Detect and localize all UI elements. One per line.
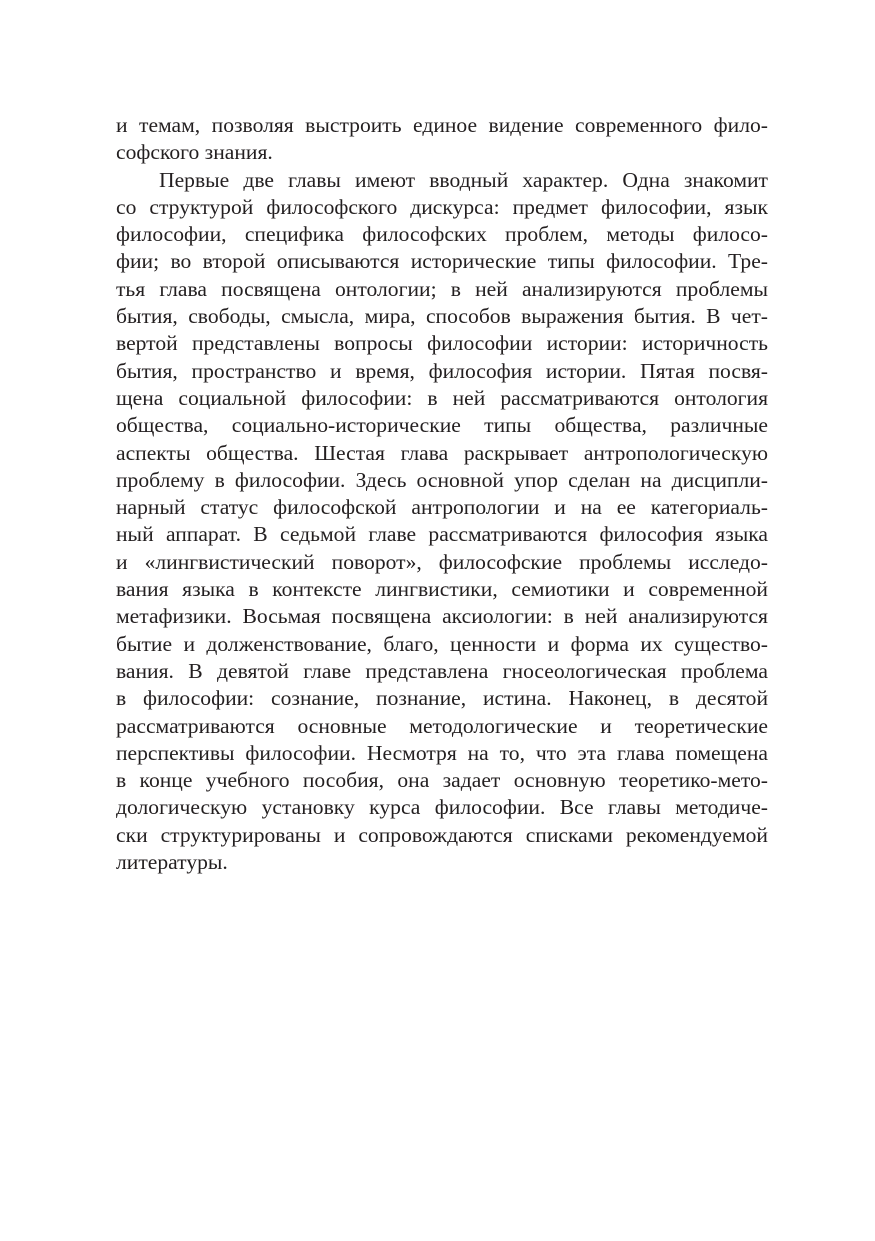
text-line: ный аппарат. В седьмой главе рассматриваются философия языка bbox=[116, 522, 768, 547]
text-line: софского знания. bbox=[116, 140, 273, 165]
text-line: перспективы философии. Несмотря на то, что эта глава помещена bbox=[116, 740, 768, 765]
text-line: вания языка в контексте лингвистики, семиотики и современной bbox=[116, 577, 768, 602]
text-line: рассматриваются основные методологические и теоретические bbox=[116, 713, 768, 738]
text-line: бытие и долженствование, благо, ценности и форма их существо- bbox=[116, 631, 768, 656]
paragraph-2 bbox=[116, 167, 768, 877]
text-line: Первые две главы имеют вводный характер. Одна знакомит bbox=[159, 167, 768, 192]
text-line: бытия, свободы, смысла, мира, способов выражения бытия. В чет- bbox=[116, 304, 768, 329]
text-line: литературы. bbox=[116, 850, 228, 875]
text-line: проблему в философии. Здесь основной упор сделан на дисципли- bbox=[116, 467, 768, 492]
document-page bbox=[116, 112, 768, 876]
text-line: метафизики. Восьмая посвящена аксиологии: в ней анализируются bbox=[116, 604, 768, 629]
text-line: общества, социально-исторические типы общества, различные bbox=[116, 413, 768, 438]
text-line: бытия, пространство и время, философия истории. Пятая посвя- bbox=[116, 358, 768, 383]
text-line: вания. В девятой главе представлена гносеологическая проблема bbox=[116, 658, 768, 683]
text-line: фии; во второй описываются исторические типы философии. Тре- bbox=[116, 249, 768, 274]
text-line: тья глава посвящена онтологии; в ней анализируются проблемы bbox=[116, 276, 768, 301]
text-line: аспекты общества. Шестая глава раскрывает антропологическую bbox=[116, 440, 768, 465]
text-line: нарный статус философской антропологии и на ее категориаль- bbox=[116, 495, 768, 520]
text-line: дологическую установку курса философии. Все главы методиче- bbox=[116, 795, 768, 820]
text-line: и темам, позволяя выстроить единое видение современного фило- bbox=[116, 113, 768, 137]
paragraph-1 bbox=[116, 112, 768, 167]
text-line: щена социальной философии: в ней рассматриваются онтология bbox=[116, 385, 768, 410]
text-line: в конце учебного пособия, она задает основную теоретико-мето- bbox=[116, 768, 768, 793]
text-line: философии, специфика философских проблем, методы филосо- bbox=[116, 222, 768, 247]
text-line: ски структурированы и сопровождаются списками рекомендуемой bbox=[116, 822, 768, 847]
text-line: вертой представлены вопросы философии истории: историчность bbox=[116, 331, 768, 356]
text-line: и «лингвистический поворот», философские проблемы исследо- bbox=[116, 549, 768, 574]
text-line: со структурой философского дискурса: предмет философии, язык bbox=[116, 194, 768, 219]
text-line: в философии: сознание, познание, истина. Наконец, в десятой bbox=[116, 686, 768, 711]
